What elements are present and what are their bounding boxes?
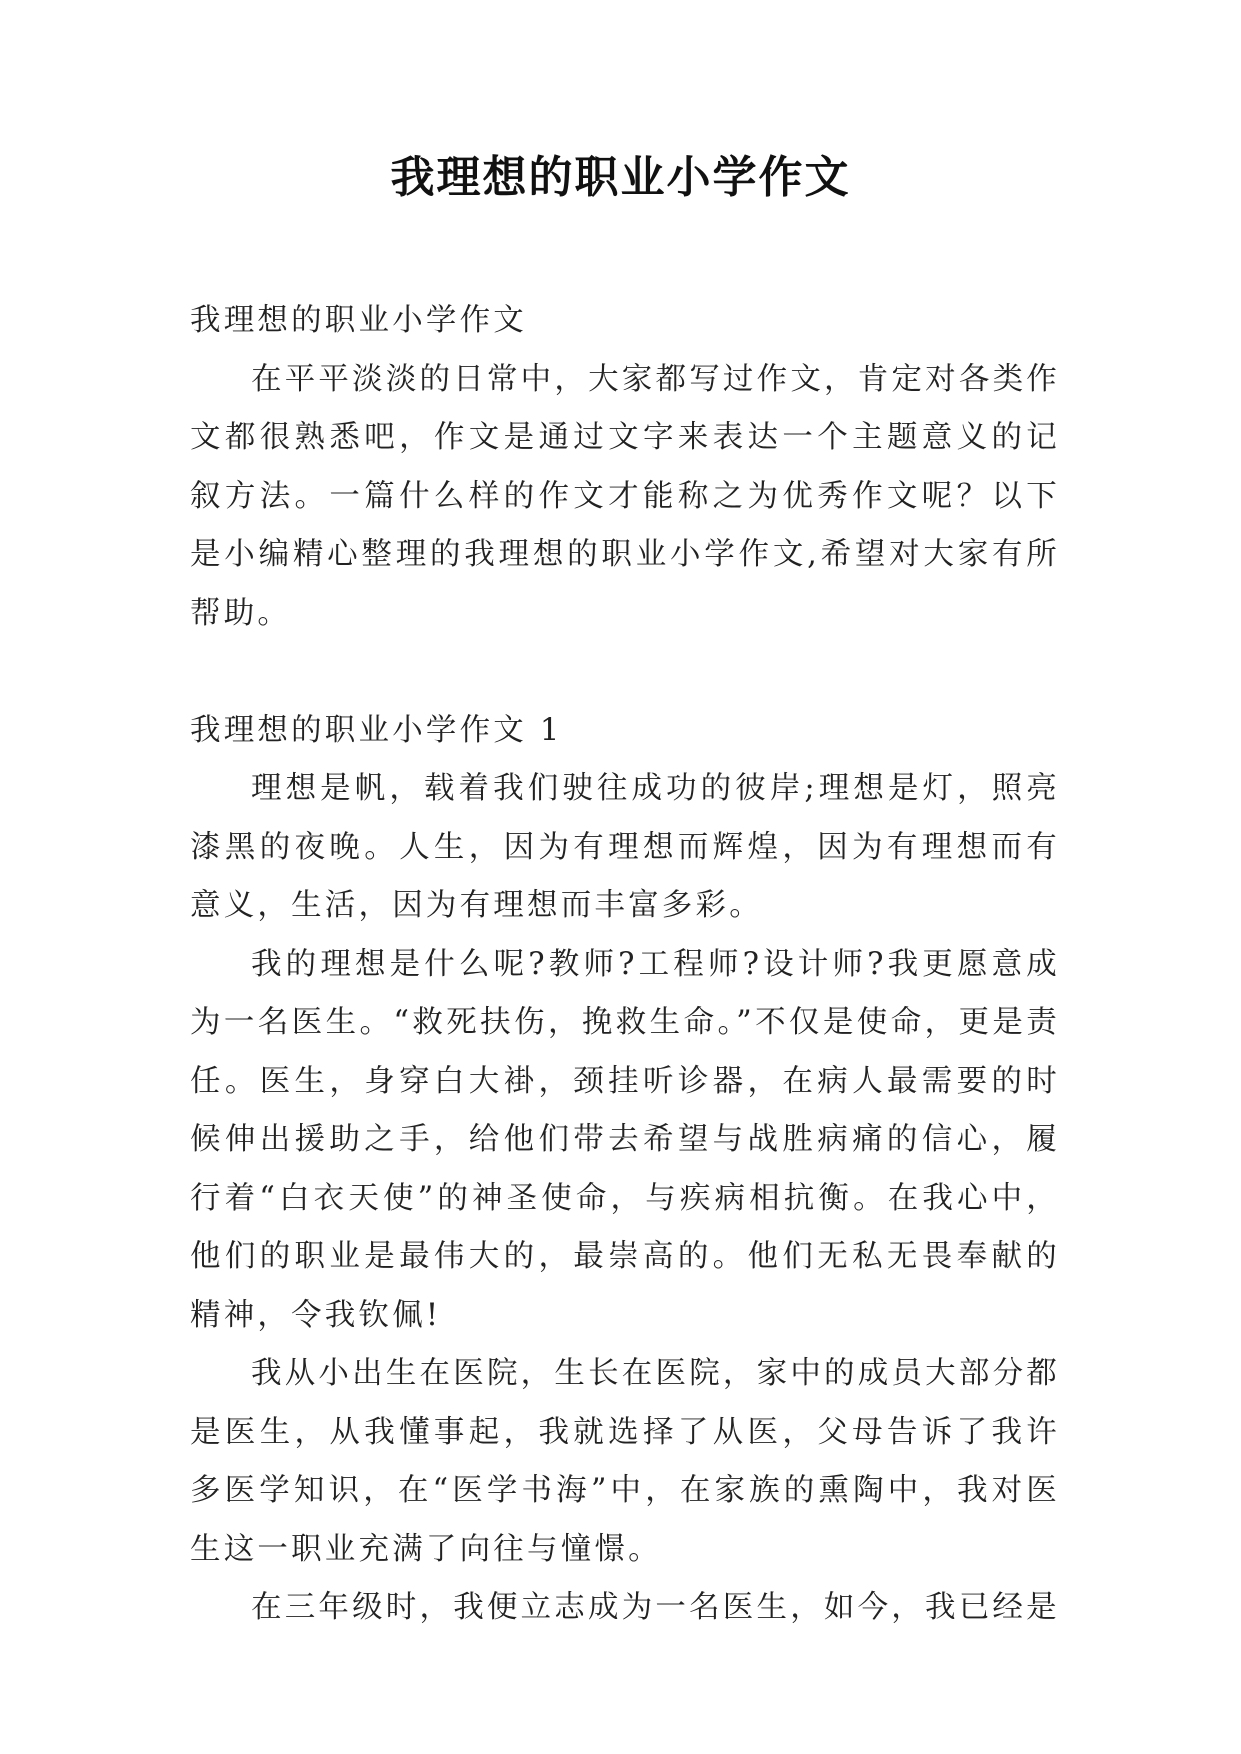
body-paragraph: 我的理想是什么呢?教师?工程师?设计师?我更愿意成为一名医生。“救死扶伤，挽救生命。”不仅是使命，更是责任。医生，身穿白大褂，颈挂听诊器，在病人最需要的时候伸出援助之手，给他们带去希望与战胜病痛的信心，履行着“白衣天使”的神圣使命，与疾病相抗衡。在我心中，他们的职业是最伟大的，最崇高的。他们无私无畏奉献的精神，令我钦佩! (190, 946, 1060, 1333)
body-paragraph: 理想是帆，载着我们驶往成功的彼岸;理想是灯，照亮漆黑的夜晚。人生，因为有理想而辉煌，因为有理想而有意义，生活，因为有理想而丰富多彩。 (190, 771, 1060, 923)
document-body (190, 292, 1060, 1638)
section-spacer (190, 643, 1060, 702)
intro-heading: 我理想的职业小学作文 (190, 303, 527, 338)
body-paragraph: 我从小出生在医院，生长在医院，家中的成员大部分都是医生，从我懂事起，我就选择了从医，父母告诉了我许多医学知识，在“医学书海”中，在家族的熏陶中，我对医生这一职业充满了向往与憧憬。 (190, 1356, 1060, 1567)
intro-paragraph: 在平平淡淡的日常中，大家都写过作文，肯定对各类作文都很熟悉吧，作文是通过文字来表达一个主题意义的记叙方法。一篇什么样的作文才能称之为优秀作文呢？以下是小编精心整理的我理想的职业小学作文,希望对大家有所帮助。 (190, 361, 1060, 631)
document-title: 我理想的职业小学作文 (390, 152, 851, 203)
section-heading: 我理想的职业小学作文 1 (190, 712, 563, 748)
body-paragraph: 在三年级时，我便立志成为一名医生，如今，我已经是 (251, 1590, 1060, 1625)
